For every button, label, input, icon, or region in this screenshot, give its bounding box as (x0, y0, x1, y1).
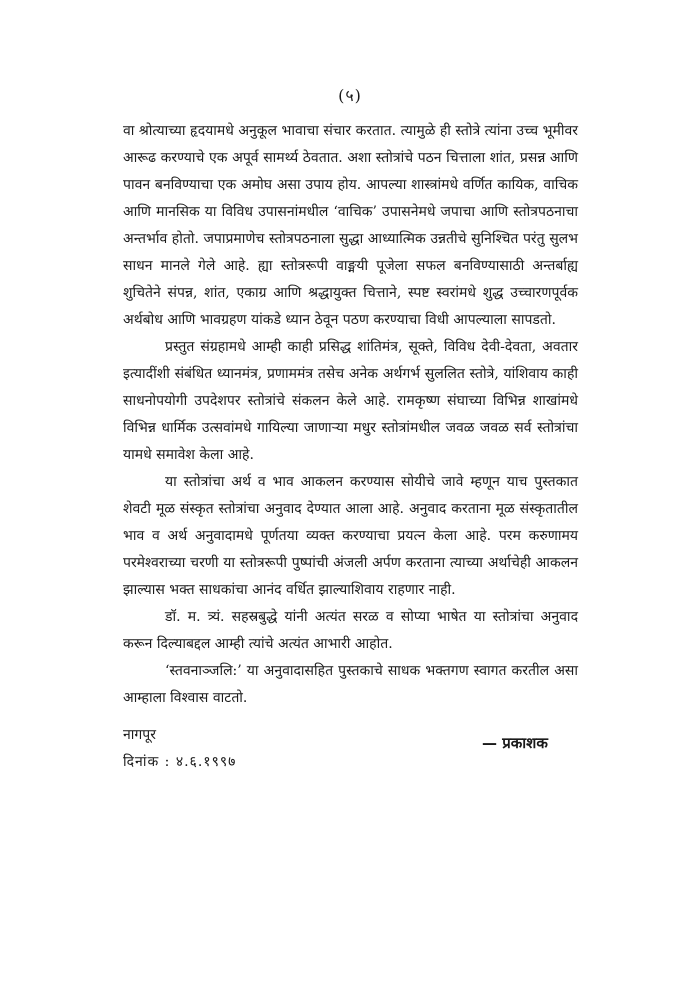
place-name: नागपूर (123, 727, 156, 743)
publisher-signature: — प्रकाशक (482, 734, 548, 752)
page-number: (५) (338, 86, 362, 105)
paragraph-2: प्रस्तुत संग्रहामधे आम्ही काही प्रसिद्ध शांतिमंत्र, सूक्ते, विविध देवी-देवता, अवतार इत्यादींशी संबंधित ध्यानमंत्र, प्रणाममंत्र तसेच अनेक अर्थगर्भ सुललित स्तोत्रे, यांशिवाय काही साधनोपयोगी उपदेशपर स्तोत्रांचे संकलन केले आहे. रामकृष्ण संघाच्या विभिन्न शाखांमधे विभिन्न धार्मिक उत्सवांमधे गायिल्या जाणाऱ्या मधुर स्तोत्रांमधील जवळ जवळ सर्व स्तोत्रांचा यामधे समावेश केला आहे. (123, 339, 578, 463)
paragraph-5: ‘स्तवनाञ्जलि:’ या अनुवादासहित पुस्तकाचे साधक भक्तगण स्वागत करतील असा आम्हाला विश्वास वाटतो. (123, 663, 578, 706)
paragraph-4: डॉ. म. त्र्यं. सहस्रबुद्धे यांनी अत्यंत सरळ व सोप्या भाषेत या स्तोत्रांचा अनुवाद करून दिल्याबद्दल आम्ही त्यांचे अत्यंत आभारी आहोत. (123, 609, 578, 652)
paragraph-1: वा श्रोत्याच्या हृदयामधे अनुकूल भावाचा संचार करतात. त्यामुळे ही स्तोत्रे त्यांना उच्च भूमीवर आरूढ करण्याचे एक अपूर्व सामर्थ्य ठेवतात. अशा स्तोत्रांचे पठन चित्ताला शांत, प्रसन्न आणि पावन बनविण्याचा एक अमोघ असा उपाय होय. आपल्या शास्त्रांमधे वर्णित कायिक, वाचिक आणि मानसिक या विविध उपासनांमधील ‘वाचिक’ उपासनेमधे जपाचा आणि स्तोत्रपठनाचा अन्तर्भाव होतो. जपाप्रमाणेच स्तोत्रपठनाला सुद्धा आध्यात्मिक उन्नतीचे सुनिश्चित परंतु सुलभ साधन मानले गेले आहे. ह्या स्तोत्ररूपी वाङ्मयी पूजेला सफल बनविण्यासाठी अन्तर्बाह्य शुचितेने संपन्न, शांत, एकाग्र आणि श्रद्धायुक्त चित्ताने, स्पष्ट स्वरांमधे शुद्ध उच्चारणपूर्वक अर्थबोध आणि भावग्रहण यांकडे ध्यान ठेवून पठण करण्याचा विधी आपल्याला सापडतो. (123, 123, 578, 328)
body-text (123, 118, 578, 712)
paragraph-3: या स्तोत्रांचा अर्थ व भाव आकलन करण्यास सोयीचे जावे म्हणून याच पुस्तकात शेवटी मूळ संस्कृत स्तोत्रांचा अनुवाद देण्यात आला आहे. अनुवाद करताना मूळ संस्कृतातील भाव व अर्थ अनुवादामधे पूर्णतया व्यक्त करण्याचा प्रयत्न केला आहे. परम करुणामय परमेश्वराच्या चरणी या स्तोत्ररूपी पुष्पांची अंजली अर्पण करताना त्याच्या अर्थाचेही आकलन झाल्यास भक्त साधकांचा आनंद वर्धित झाल्याशिवाय राहणार नाही. (123, 474, 578, 598)
date-line: दिनांक : ४.६.१९९७ (123, 754, 237, 770)
